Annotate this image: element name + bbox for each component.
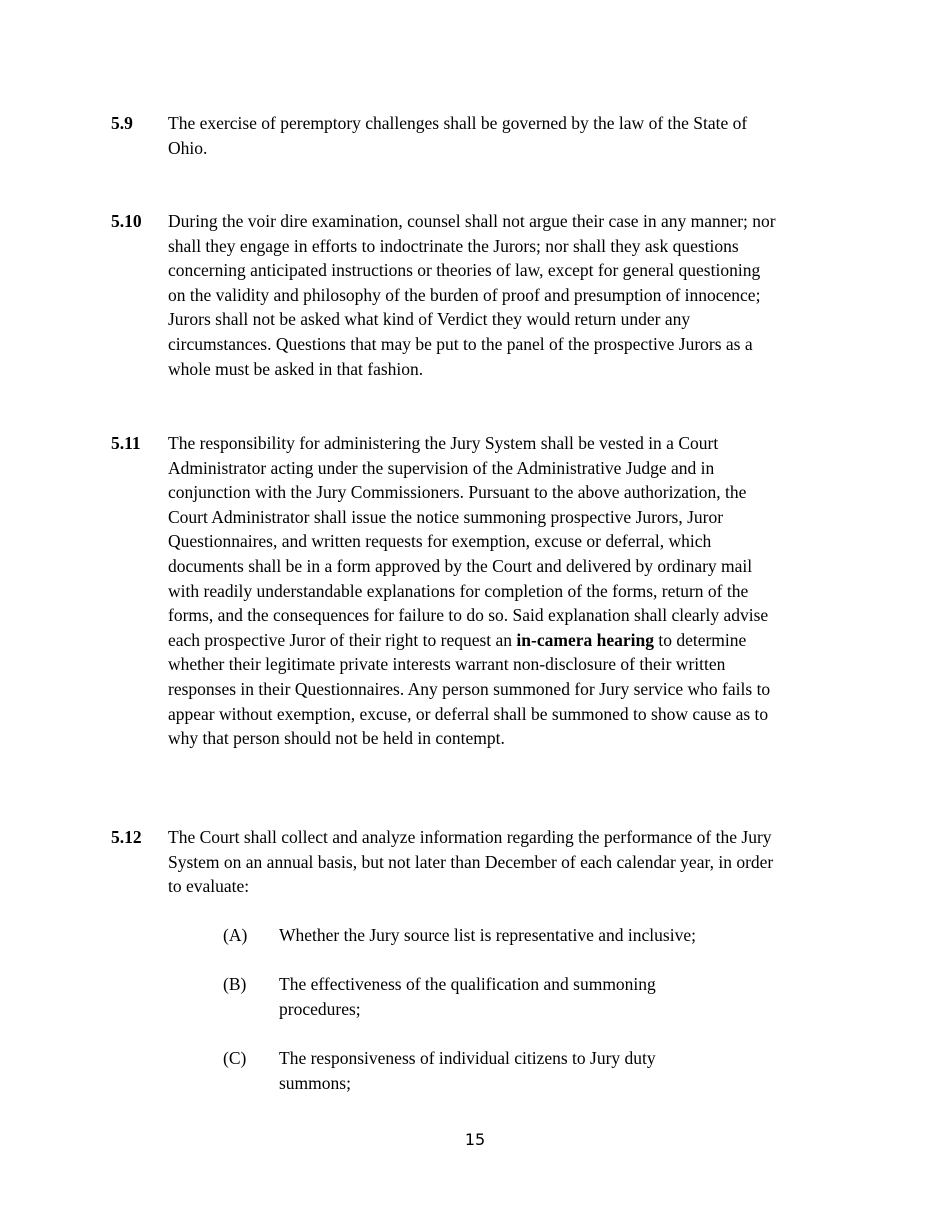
section-5-10 <box>111 209 791 381</box>
list-item <box>223 972 743 1021</box>
section-text <box>168 431 780 751</box>
section-number: 5.10 <box>111 211 142 231</box>
list-item-text: The effectiveness of the qualification and summoning procedures; <box>279 974 656 1019</box>
page-number: 15 <box>464 1130 486 1149</box>
section-5-12 <box>111 825 791 899</box>
section-number: 5.9 <box>111 113 133 133</box>
list-item-label: (C) <box>223 1048 247 1068</box>
section-number: 5.12 <box>111 827 142 847</box>
section-text: During the voir dire examination, counsel shall not argue their case in any manner; nor shall they engage in efforts to indoctrinate the Jurors; nor shall they ask questions concerning anticipated instructions or theories of law, except for general questioning on the validity and philosophy of the burden of proof and presumption of innocence; Jurors shall not be asked what kind of Verdict they would return under any circumstances. Questions that may be put to the panel of the prospective Jurors as a whole must be asked in that fashion. <box>168 211 776 379</box>
list-item-label: (B) <box>223 974 247 994</box>
section-text: The exercise of peremptory challenges shall be governed by the law of the State of Ohio. <box>168 113 748 158</box>
section-text-part: to determine whether their legitimate private interests warrant non-disclosure of their written responses in their Questionnaires. Any person summoned for Jury service who fails to appear without exemption, excuse, or deferral shall be summoned to show cause as to why that person should not be held in contempt. <box>168 629 771 749</box>
section-number: 5.11 <box>111 433 141 453</box>
list-item-label: (A) <box>223 925 248 945</box>
list-item <box>223 1046 743 1095</box>
section-text-part: The responsibility for administering the Jury System shall be vested in a Court Administrator acting under the supervision of the Administrative Judge and in conjunction with the Jury Commissioners. Pursuant to the above authorization, the Court Administrator shall issue the notice summoning prospective Jurors, Juror Questionnaires, and written requests for exemption, excuse or deferral, which documents shall be in a form approved by the Court and delivered by ordinary mail with readily understandable explanations for completion of the forms, return of the forms, and the consequences for failure to do so. Said explanation shall clearly advise each prospective Juror of their right to request an <box>168 433 769 650</box>
section-text: The Court shall collect and analyze information regarding the performance of the Jury System on an annual basis, but not later than December of each calendar year, in order to evaluate: <box>168 827 774 897</box>
list-item <box>223 923 743 948</box>
bold-term: in-camera hearing <box>516 629 654 650</box>
section-5-9 <box>111 111 791 160</box>
list-item-text: Whether the Jury source list is representative and inclusive; <box>279 925 696 945</box>
section-5-11 <box>111 431 791 751</box>
list-item-text: The responsiveness of individual citizens to Jury duty summons; <box>279 1048 656 1093</box>
